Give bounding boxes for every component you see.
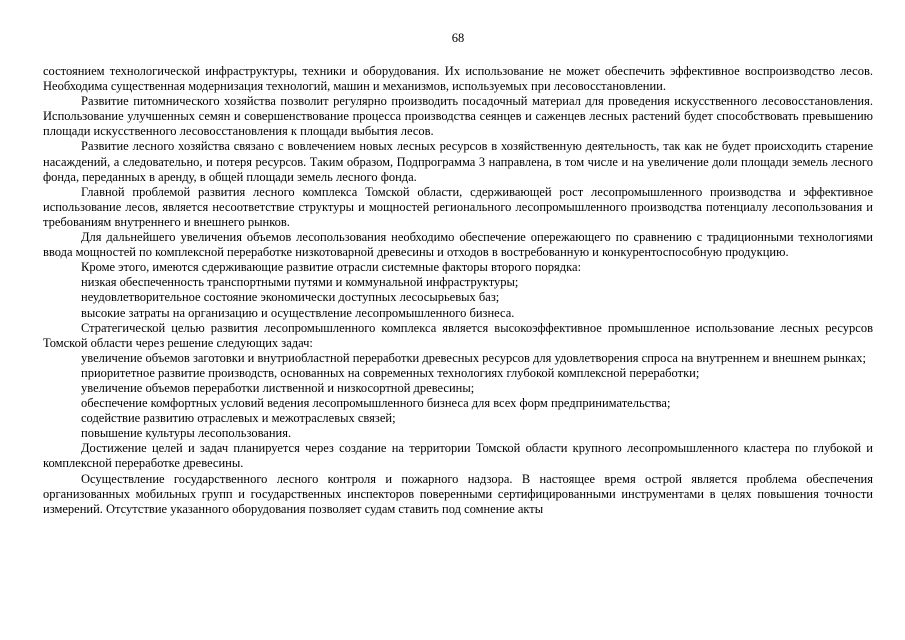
list-item-harvest-volume: увеличение объемов заготовки и внутриобластной переработки древесных ресурсов для удовлетворения спроса на внутреннем и внешнем рынках;: [81, 350, 867, 365]
paragraph-continuation: состоянием технологической инфраструктуры, техники и оборудования. Их использование не может обеспечить эффективное воспроизводство лесов. Необходима существенная модернизация технологий, машин и механизмов, используемых при лесовосстановлении.: [43, 64, 873, 94]
list-item-business-conditions: обеспечение комфортных условий ведения лесопромышленного бизнеса для всех форм предпринимательства;: [81, 396, 671, 411]
list-item-priority-development: приоритетное развитие производств, основанных на современных технологиях глубокой комплексной переработки;: [81, 365, 700, 380]
list-item-transport: низкая обеспеченность транспортными путями и коммунальной инфраструктуры;: [81, 275, 519, 290]
paragraph-further-increase: Для дальнейшего увеличения объемов лесопользования необходимо обеспечение опережающего по сравнению с традиционными технологиями ввода мощностей по комплексной переработке низкотоварной древесины и отходов в востребованную и конкурентоспособную продукцию.: [43, 230, 873, 260]
list-item-industry-links: содействие развитию отраслевых и межотраслевых связей;: [81, 411, 396, 426]
paragraph-nursery-development: Развитие питомнического хозяйства позволит регулярно производить посадочный материал для проведения искусственного лесовосстановления. Использование улучшенных семян и совершенствование процесса производства сеянцев и саженцев лесных растений будет способствовать превышению площади искусственного лесовосстановления к площади выбытия лесов.: [43, 94, 873, 139]
paragraph-second-order-factors: Кроме этого, имеются сдерживающие развитие отрасли системные факторы второго порядка:: [81, 260, 582, 275]
paragraph-strategic-goal: Стратегической целью развития лесопромышленного комплекса является высокоэффективное промышленное использование лесных ресурсов Томской области через решение следующих задач:: [43, 320, 873, 350]
paragraph-forestry-development: Развитие лесного хозяйства связано с вовлечением новых лесных ресурсов в хозяйственную деятельность, так как не будет происходить старение насаждений, а следовательно, и потеря ресурсов. Таким образом, Подпрограмма 3 направлена, в том числе и на увеличение доли площади земель лесного фонда, переданных в аренду, в общей площади земель лесного фонда.: [43, 139, 873, 184]
list-item-hardwood-processing: увеличение объемов переработки лиственной и низкосортной древесины;: [81, 380, 475, 395]
page-number: 68: [451, 31, 465, 45]
document-body: [43, 64, 873, 517]
list-item-high-costs: высокие затраты на организацию и осуществление лесопромышленного бизнеса.: [81, 305, 515, 320]
paragraph-cluster: Достижение целей и задач планируется через создание на территории Томской области крупного лесопромышленного кластера по глубокой и комплексной переработке древесины.: [43, 441, 873, 471]
paragraph-state-control: Осуществление государственного лесного контроля и пожарного надзора. В настоящее время острой является проблема обеспечения организованных мобильных групп и государственных инспекторов поверенными сертифицированными инструментами в целях повышения точности измерений. Отсутствие указанного оборудования позволяет судам ставить под сомнение акты: [43, 471, 873, 516]
list-item-raw-material-bases: неудовлетворительное состояние экономически доступных лесосырьевых баз;: [81, 290, 500, 305]
paragraph-main-problem: Главной проблемой развития лесного комплекса Томской области, сдерживающей рост лесопромышленного производства и эффективное использование лесов, является несоответствие структуры и мощностей регионального лесопромышленного производства потенциалу лесопользования и требованиям внутреннего и внешнего рынков.: [43, 184, 873, 229]
list-item-forest-culture: повышение культуры лесопользования.: [81, 426, 292, 441]
